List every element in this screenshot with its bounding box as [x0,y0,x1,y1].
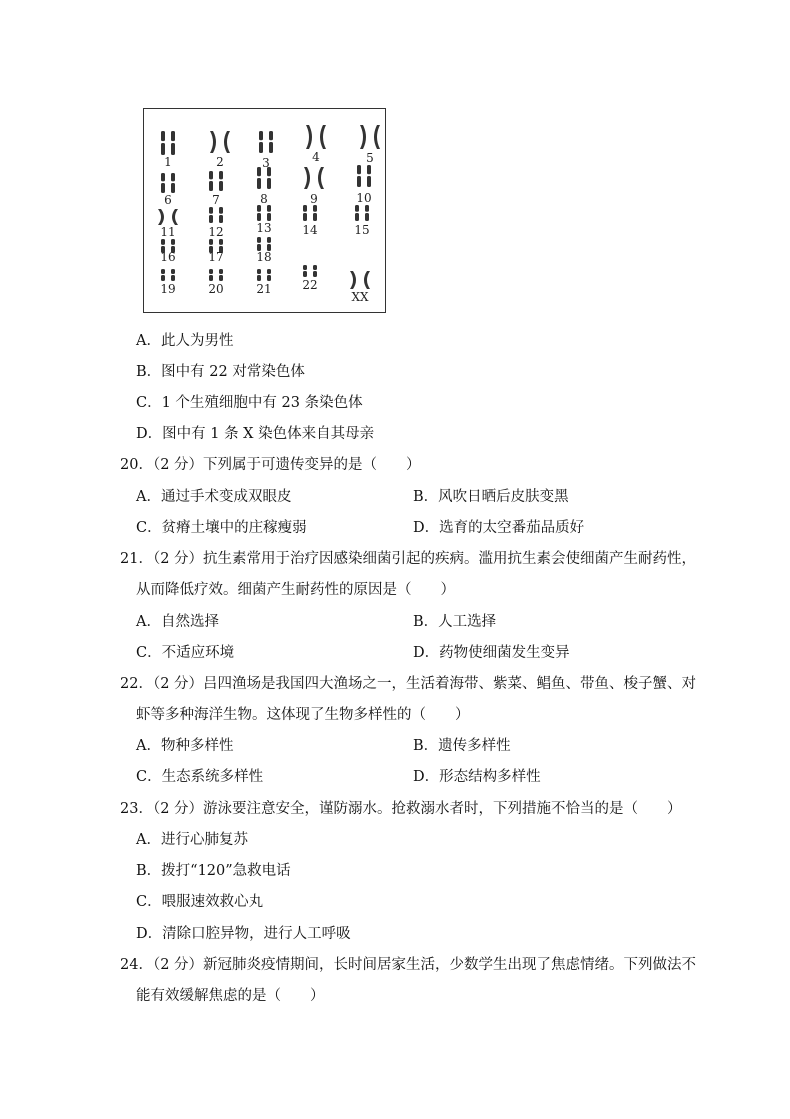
chromosome-pair-11 [158,209,178,225]
chromosome-label: 12 [208,225,224,239]
chromosome-label: XX [351,290,369,304]
chromosome-label: 2 [216,155,224,169]
chromosome-pair-19 [161,269,175,281]
q23-option-d: D．清除口腔异物，进行人工呼吸 [136,926,351,942]
q20-option-a: A．通过手术变成双眼皮 [136,489,292,505]
q23-option-a: A．进行心肺复苏 [136,832,248,848]
chromosome-label: 13 [256,221,272,235]
q22-option-a: A．物种多样性 [136,738,234,754]
q22-stem-line2: 虾等多种海洋生物。这体现了生物多样性的（ ） [136,707,470,723]
karyotype-svg [144,109,387,314]
chromosome-label: 10 [356,191,372,205]
chromosome-pair-12 [209,207,223,223]
q22-option-d: D．形态结构多样性 [413,769,541,785]
q21-option-d: D．药物使细菌发生变异 [413,645,570,661]
q22-option-c: C．生态系统多样性 [136,769,264,785]
chromosome-pair-3 [259,131,273,153]
chromosome-label: 14 [302,223,318,237]
chromosome-label: 19 [160,282,176,296]
q19-option-d: D．图中有 1 条 X 染色体来自其母亲 [136,426,375,442]
q24-stem-line1: 24．（2 分）新冠肺炎疫情期间，长时间居家生活，少数学生出现了焦虑情绪。下列做法不 [120,957,697,973]
chromosome-pair-5 [360,125,380,149]
chromosome-label: 21 [256,282,272,296]
karyotype-figure [143,108,386,313]
chromosome-pair-15 [355,205,369,221]
chromosome-pair-4 [306,125,326,149]
chromosome-label: 18 [256,250,272,264]
q20-option-c: C．贫瘠土壤中的庄稼瘦弱 [136,520,307,536]
q21-option-c: C．不适应环境 [136,645,235,661]
chromosome-label: 6 [164,193,172,207]
q23-option-c: C．喂服速效救心丸 [136,894,264,910]
chromosome-pair-22 [303,265,317,277]
q23-option-b: B．拨打“120”急救电话 [136,863,291,879]
chromosome-label: 5 [366,151,374,165]
chromosome-pair-18 [257,237,271,251]
q21-option-a: A．自然选择 [136,614,219,630]
q20-stem: 20．（2 分）下列属于可遗传变异的是（ ） [120,457,421,473]
chromosome-pair-21 [257,269,271,281]
chromosome-label: 16 [160,250,176,264]
chromosome-label: 4 [312,150,320,164]
chromosome-pair-7 [209,171,223,191]
q24-stem-line2: 能有效缓解焦虑的是（ ） [136,988,325,1004]
chromosome-label: 17 [208,250,224,264]
chromosome-label: 1 [164,155,172,169]
q21-stem-line2: 从而降低疗效。细菌产生耐药性的原因是（ ） [136,582,455,598]
q21-stem-line1: 21．（2 分）抗生素常用于治疗因感染细菌引起的疾病。滥用抗生素会使细菌产生耐药性， [120,551,697,567]
chromosome-label: 3 [262,156,270,170]
q22-stem-line1: 22．（2 分）吕四渔场是我国四大渔场之一，生活着海带、紫菜、鲳鱼、带鱼、梭子蟹、对 [120,676,697,692]
chromosome-label: 8 [260,192,268,206]
q19-option-c: C．1 个生殖细胞中有 23 条染色体 [136,395,363,411]
chromosome-pair-2 [210,131,230,153]
chromosome-pair-8 [257,167,271,189]
chromosome-label: 7 [212,193,220,207]
chromosome-pair-6 [161,173,175,193]
chromosome-pair-14 [303,205,317,221]
chromosome-label: 22 [302,278,318,292]
chromosome-pair-13 [257,205,271,221]
q23-stem: 23．（2 分）游泳要注意安全，谨防溺水。抢救溺水者时，下列措施不恰当的是（ ） [120,801,682,817]
chromosome-pair-10 [357,165,371,187]
chromosome-pair-1 [161,131,175,155]
q20-option-d: D．选育的太空番茄品质好 [413,520,585,536]
q19-option-b: B．图中有 22 对常染色体 [136,364,305,380]
chromosome-pair-9 [304,167,324,189]
chromosome-pair-20 [209,269,223,281]
q20-option-b: B．风吹日晒后皮肤变黑 [413,489,569,505]
chromosome-label: 11 [160,225,176,239]
chromosome-label: 15 [354,223,370,237]
chromosome-label: 20 [208,282,224,296]
chromosome-label: 9 [310,192,318,206]
chromosome-pair-XX [350,271,370,289]
q21-option-b: B．人工选择 [413,614,497,630]
q19-option-a: A．此人为男性 [136,333,234,349]
q22-option-b: B．遗传多样性 [413,738,511,754]
